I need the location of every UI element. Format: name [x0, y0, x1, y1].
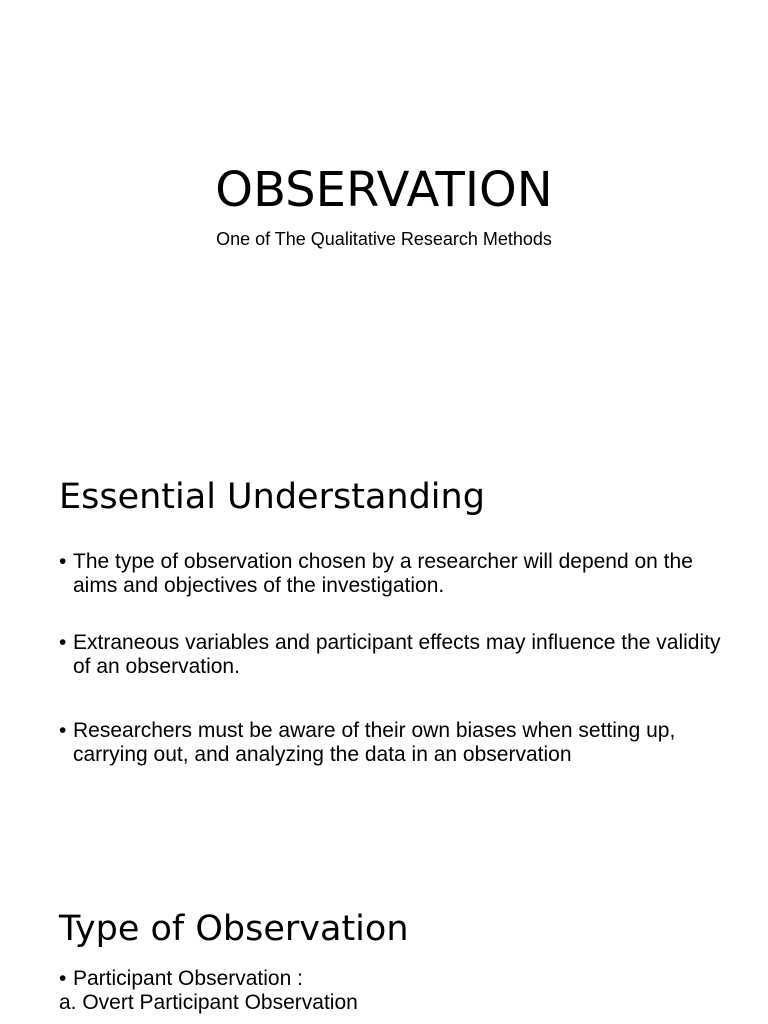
bullet-item: [59, 967, 723, 991]
slide-subtitle: One of The Qualitative Research Methods: [216, 229, 552, 249]
bullet-item: [59, 719, 723, 767]
bullet-text: Participant Observation :: [73, 967, 303, 990]
bullet-marker: •: [59, 967, 67, 990]
bullet-marker: •: [59, 719, 67, 742]
bullet-item: [59, 631, 723, 679]
section-heading: Essential Understanding: [59, 477, 485, 517]
section-heading: Type of Observation: [59, 909, 409, 949]
bullet-text: The type of observation chosen by a researcher will depend on the aims and objectives of the investigation.: [73, 550, 693, 597]
bullet-marker: •: [59, 550, 67, 573]
slide-title: OBSERVATION: [215, 162, 553, 218]
bullet-text: Extraneous variables and participant effects may influence the validity of an observation.: [73, 631, 721, 678]
bullet-text: Researchers must be aware of their own biases when setting up, carrying out, and analyzing the data in an observation: [73, 719, 676, 766]
bullet-marker: •: [59, 631, 67, 654]
bullet-item: [59, 550, 723, 598]
sub-item: a. Overt Participant Observation: [59, 991, 358, 1014]
